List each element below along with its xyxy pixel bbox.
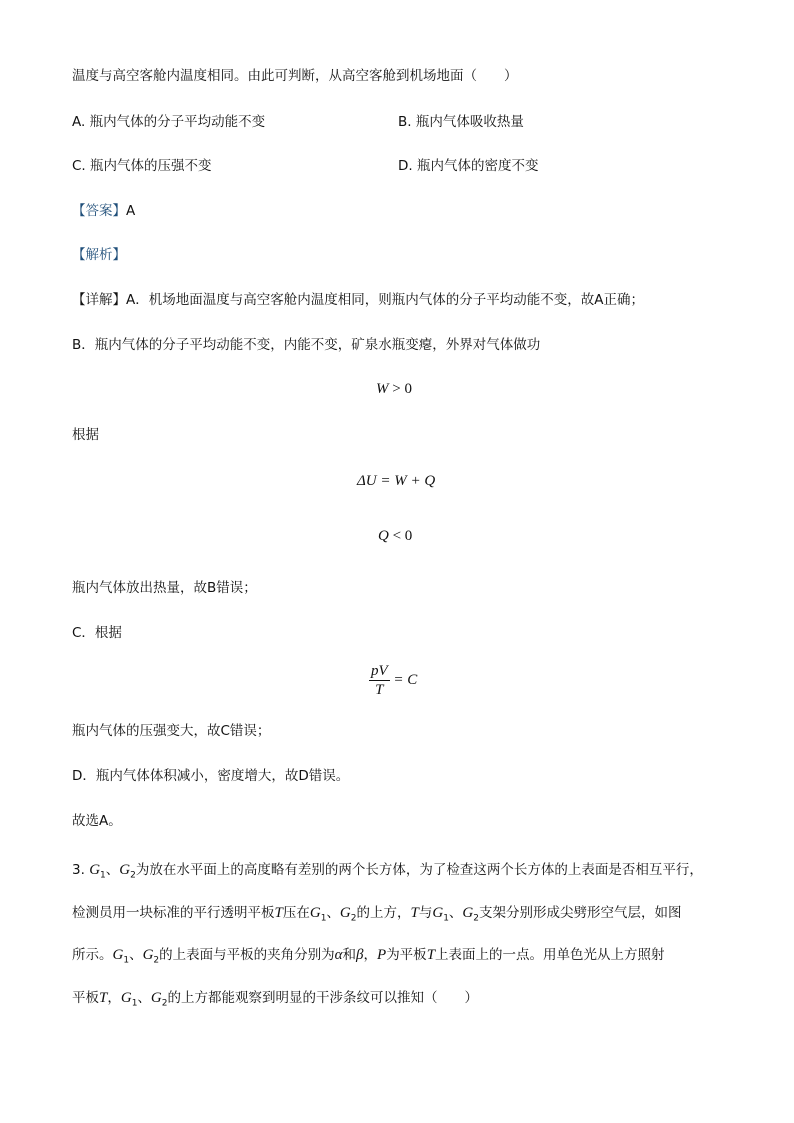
g2-subscript: 2 xyxy=(161,998,168,1009)
q3-text: 上表面上的一点。用单色光从上方照射 xyxy=(435,947,665,963)
separator: 、 xyxy=(448,905,463,921)
option-a: A. 瓶内气体的分子平均动能不变 xyxy=(72,114,266,130)
g2-subscript: 2 xyxy=(153,955,160,966)
answer-tag: 【答案】 xyxy=(72,203,126,219)
q3-text: 为平板 xyxy=(386,947,427,963)
g2-symbol: G xyxy=(339,905,351,921)
g1-subscript: 1 xyxy=(320,913,327,924)
analysis-tag: 【解析】 xyxy=(72,247,126,263)
option-d: D. 瓶内气体的密度不变 xyxy=(398,158,539,174)
q3-line-3 xyxy=(72,945,665,971)
g1-symbol: G xyxy=(432,905,444,921)
d-conclusion: D．瓶内气体体积减小，密度增大，故D错误。 xyxy=(72,768,350,784)
alpha-symbol: α xyxy=(334,947,343,963)
q3-line-4 xyxy=(72,988,478,1014)
g2-symbol: G xyxy=(119,862,131,878)
gas-law-fraction xyxy=(369,662,390,699)
g2-symbol: G xyxy=(150,990,162,1006)
q3-text: 支架分别形成尖劈形空气层，如图 xyxy=(479,905,682,921)
p-symbol: P xyxy=(377,947,387,963)
beta-symbol: β xyxy=(356,947,364,963)
equation-heat xyxy=(378,526,412,546)
eq4-denominator: T xyxy=(375,682,384,698)
q3-text: 所示。 xyxy=(72,947,113,963)
separator: 、 xyxy=(105,862,120,878)
separator: 、 xyxy=(137,990,151,1006)
eq3-lhs: Q xyxy=(378,528,389,544)
equation-work xyxy=(376,379,412,399)
separator: 、 xyxy=(129,947,143,963)
detail-b: B．瓶内气体的分子平均动能不变，内能不变，矿泉水瓶变瘪，外界对气体做功 xyxy=(72,337,541,353)
q3-text: 为放在水平面上的高度略有差别的两个长方体，为了检查这两个长方体的上表面是否相互平行， xyxy=(135,862,703,878)
g2-symbol: G xyxy=(462,905,474,921)
g1-subscript: 1 xyxy=(443,913,449,924)
b-conclusion: 瓶内气体放出热量，故B错误； xyxy=(72,580,257,596)
answer-value: A xyxy=(126,203,136,219)
eq1-rel: > 0 xyxy=(392,381,412,397)
q3-line-2 xyxy=(72,903,682,929)
q3-text: 与 xyxy=(418,905,433,921)
c-conclusion: 瓶内气体的压强变大，故C错误； xyxy=(72,723,271,739)
equation-first-law xyxy=(357,471,435,491)
detail-a-line xyxy=(72,290,644,310)
g2-subscript: 2 xyxy=(350,913,357,924)
q3-text: ， xyxy=(363,947,378,963)
q3-text: 检测员用一块标准的平行透明平板 xyxy=(72,905,275,921)
detail-tag: 【详解】 xyxy=(72,292,126,308)
q3-text: 压在 xyxy=(282,905,310,921)
eq3-rel: < 0 xyxy=(392,528,413,544)
option-b: B. 瓶内气体吸收热量 xyxy=(398,114,524,130)
t-symbol: T xyxy=(99,990,108,1006)
option-c: C. 瓶内气体的压强不变 xyxy=(72,158,212,174)
g2-subscript: 2 xyxy=(130,870,136,881)
according-label: 根据 xyxy=(72,427,99,443)
eq4-rhs: = C xyxy=(393,671,418,688)
c-according: C．根据 xyxy=(72,625,122,641)
g1-subscript: 1 xyxy=(123,955,130,966)
q3-text: 平板 xyxy=(72,990,99,1006)
q3-text: 的上表面与平板的夹角分别为 xyxy=(159,947,335,963)
eq4-numerator: pV xyxy=(371,663,388,679)
question-stem-tail: 温度与高空客舱内温度相同。由此可判断，从高空客舱到机场地面（ ） xyxy=(72,68,518,84)
separator: 、 xyxy=(326,905,340,921)
t-symbol: T xyxy=(410,905,419,921)
detail-a: A．机场地面温度与高空客舱内温度相同，则瓶内气体的分子平均动能不变，故A正确； xyxy=(126,292,644,308)
q3-text: ， xyxy=(107,990,121,1006)
eq2-rhs: = W + Q xyxy=(380,473,436,489)
q3-line-1 xyxy=(72,860,703,886)
answer-line xyxy=(72,201,135,221)
g1-symbol: G xyxy=(89,862,101,878)
t-symbol: T xyxy=(274,905,283,921)
final-choice: 故选A。 xyxy=(72,813,122,829)
equation-gas-law xyxy=(369,662,417,699)
q3-text: 和 xyxy=(342,947,357,963)
t-symbol: T xyxy=(426,947,436,963)
g1-symbol: G xyxy=(120,990,132,1006)
q3-text: 的上方都能观察到明显的干涉条纹可以推知（ ） xyxy=(167,990,478,1006)
q3-text: 的上方， xyxy=(356,905,411,921)
g1-symbol: G xyxy=(112,947,124,963)
eq1-lhs: W xyxy=(376,381,389,397)
g2-subscript: 2 xyxy=(473,913,479,924)
eq2-lhs: ΔU xyxy=(357,473,377,489)
g1-subscript: 1 xyxy=(100,870,106,881)
g2-symbol: G xyxy=(142,947,154,963)
g1-symbol: G xyxy=(309,905,321,921)
g1-subscript: 1 xyxy=(131,998,138,1009)
analysis-line xyxy=(72,245,126,265)
q3-number: 3. xyxy=(72,862,85,878)
